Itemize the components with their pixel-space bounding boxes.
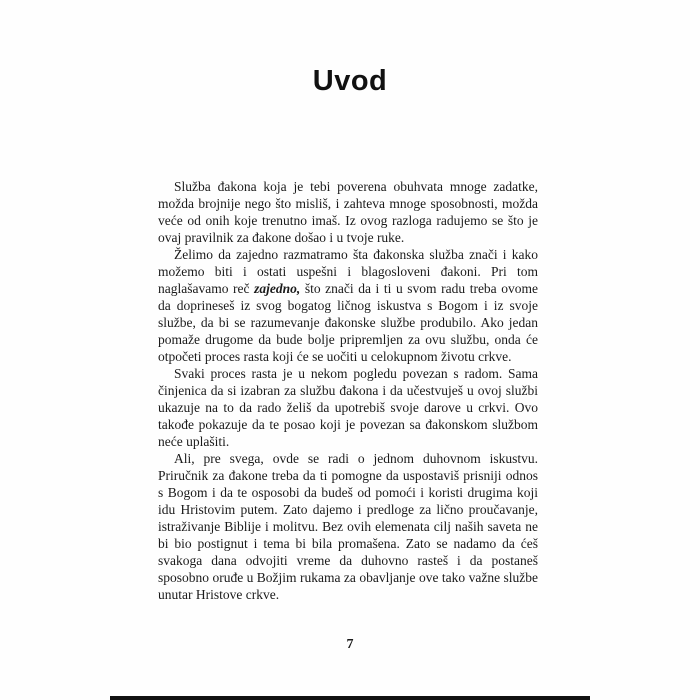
paragraph-3-text: Svaki proces rasta je u nekom pogledu povezan s radom. Sama činjenica da si izabran za službu đakona i da učestvuješ u ovoj službi ukazuje na to da rado želiš da upotrebiš svoje darove u crkvi. Ovo takođe pokazuje da te posao koji je povezan sa đakonskom službom neće uplašiti. bbox=[158, 366, 538, 449]
paragraph-2-text-after: što znači da i ti u svom radu treba ovome da doprineseš iz svog bogatog ličnog iskustva s Bogom i iz svoje službe, da bi se razumevanje đakonske službe produbilo. Ako jedan pomaže drugome da bude bolje pripremljen za ovu službu, onda će otpočeti proces rasta koji će se uočiti u celokupnom životu crkve. bbox=[158, 281, 538, 364]
scan-edge-shadow bbox=[110, 696, 590, 700]
paragraph-2 bbox=[158, 246, 538, 365]
paragraph-3 bbox=[158, 365, 538, 450]
page-number: 7 bbox=[346, 637, 354, 652]
emphasis-zajedno: zajedno, bbox=[254, 281, 301, 296]
paragraph-1-text: Služba đakona koja je tebi poverena obuhvata mnoge zadatke, možda brojnije nego što misliš, i zahteva mnoge sposobnosti, možda veće od onih koje trenutno imaš. Iz ovog razloga radujemo se što je ovaj pravilnik za đakone došao i u tvoje ruke. bbox=[158, 179, 538, 245]
page-title: Uvod bbox=[312, 65, 388, 98]
paragraph-4-text: Ali, pre svega, ovde se radi o jednom duhovnom iskustvu. Priručnik za đakone treba da ti pomogne da uspostaviš prisniji odnos s Bogom i da te osposobi da budeš od pomoći i koristi drugima koji idu Hristovim putem. Zato dajemo i predloge za lično proučavanje, istraživanje Biblije i molitvu. Bez ovih elemenata cilj naših saveta ne bi bio postignut i tema bi bila promašena. Zato se nadamo da ćeš svakoga dana odvojiti vreme da duhovno rasteš i da postaneš sposobno oruđe u Božjim rukama za obavljanje ove tako važne službe unutar Hristove crkve. bbox=[158, 451, 538, 602]
paragraph-2-text-before: Želimo da zajedno razmatramo šta đakonska služba znači i kako možemo biti i ostati uspešni i blagoslovеni đakoni. Pri tom naglašavamo reč bbox=[158, 247, 538, 296]
paragraph-1 bbox=[158, 178, 538, 246]
paragraph-4 bbox=[158, 450, 538, 603]
body-text bbox=[158, 178, 538, 603]
